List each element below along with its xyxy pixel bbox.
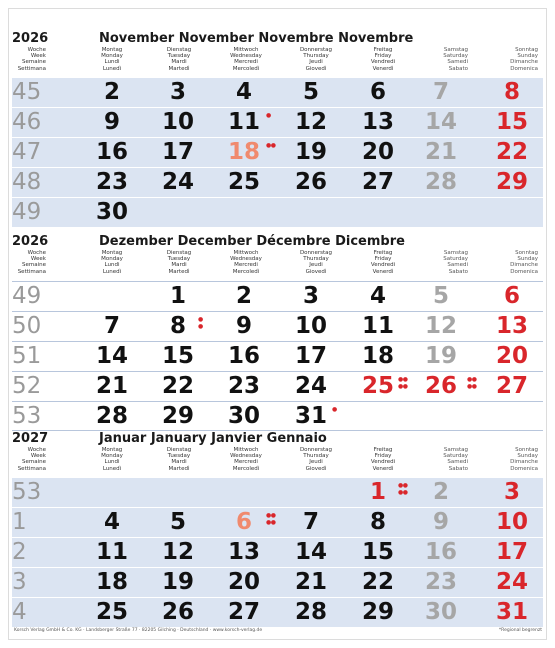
week-number: 2 <box>12 539 27 565</box>
month-title: Januar January Janvier Gennaio <box>99 431 327 446</box>
day-cell-holiday: 1 <box>369 479 386 505</box>
week-row <box>12 401 543 431</box>
label-sunday: Sonntag Sunday Dimanche Domenica <box>510 47 538 72</box>
week-row <box>12 478 543 508</box>
label-monday: Montag Monday Lundi Lunedì <box>101 250 123 275</box>
day-cell-partial-holiday: 18 <box>227 139 260 165</box>
day-cell: 27 <box>495 373 528 399</box>
week-row <box>12 508 543 538</box>
day-cell: 10 <box>294 313 327 339</box>
day-cell: 29 <box>161 403 194 429</box>
day-cell: 18 <box>95 569 128 595</box>
day-cell: 13 <box>495 313 528 339</box>
week-number: 45 <box>12 79 42 105</box>
label-tuesday: Dienstag Tuesday Mardi Martedì <box>166 447 192 472</box>
label-monday: Montag Monday Lundi Lunedì <box>101 47 123 72</box>
day-cell: 11 <box>227 109 260 135</box>
week-row <box>12 138 543 168</box>
day-cell: 18 <box>361 343 394 369</box>
day-cell: 1 <box>169 283 186 309</box>
weekday-labels <box>12 46 543 78</box>
week-number: 48 <box>12 169 42 195</box>
week-row <box>12 311 543 341</box>
day-cell: 26 <box>161 599 194 625</box>
day-cell: 11 <box>361 313 394 339</box>
day-cell-partial-holiday: 6 <box>235 509 252 535</box>
day-cell: 28 <box>95 403 128 429</box>
week-row <box>12 198 543 228</box>
day-cell: 12 <box>424 313 457 339</box>
day-cell: 24 <box>161 169 194 195</box>
day-cell: 2 <box>235 283 252 309</box>
day-cell: 23 <box>95 169 128 195</box>
day-cell: 29 <box>495 169 528 195</box>
day-cell: 5 <box>432 283 449 309</box>
day-cell: 26 <box>294 169 327 195</box>
week-row <box>12 538 543 568</box>
week-row <box>12 598 543 628</box>
day-cell: 20 <box>495 343 528 369</box>
weekday-labels <box>12 446 543 478</box>
day-cell: 22 <box>161 373 194 399</box>
day-cell: 5 <box>169 509 186 535</box>
day-cell: 27 <box>361 169 394 195</box>
label-thursday: Donnerstag Thursday Jeudi Giovedì <box>299 250 333 275</box>
day-cell: 17 <box>294 343 327 369</box>
day-cell: 21 <box>424 139 457 165</box>
day-cell: 30 <box>424 599 457 625</box>
day-cell: 28 <box>294 599 327 625</box>
label-sunday: Sonntag Sunday Dimanche Domenica <box>510 250 538 275</box>
label-saturday: Samstag Saturday Samedi Sabato <box>443 250 468 275</box>
day-cell: 21 <box>95 373 128 399</box>
day-cell: 11 <box>95 539 128 565</box>
label-friday: Freitag Friday Vendredi Venerdì <box>370 447 396 472</box>
day-cell: 20 <box>361 139 394 165</box>
day-cell: 13 <box>227 539 260 565</box>
day-cell: 29 <box>361 599 394 625</box>
day-cell: 19 <box>161 569 194 595</box>
week-number: 49 <box>12 199 42 225</box>
label-thursday: Donnerstag Thursday Jeudi Giovedì <box>299 447 333 472</box>
month-year: 2026 <box>12 31 49 46</box>
week-number: 53 <box>12 403 42 429</box>
day-cell: 10 <box>161 109 194 135</box>
regional-holiday-marker: ● ● <box>198 316 203 330</box>
label-tuesday: Dienstag Tuesday Mardi Martedì <box>166 47 192 72</box>
day-cell: 6 <box>369 79 386 105</box>
day-cell: 7 <box>302 509 319 535</box>
week-row <box>12 341 543 371</box>
day-cell: 31 <box>294 403 327 429</box>
week-number: 49 <box>12 283 42 309</box>
day-cell: 14 <box>95 343 128 369</box>
label-tuesday: Dienstag Tuesday Mardi Martedì <box>166 250 192 275</box>
footnote: *Regional begrenzt <box>498 628 542 633</box>
day-cell: 25 <box>227 169 260 195</box>
month-title: Dezember December Décembre Dicembre <box>99 234 405 249</box>
day-cell: 8 <box>503 79 520 105</box>
label-monday: Montag Monday Lundi Lunedì <box>101 447 123 472</box>
week-number: 47 <box>12 139 42 165</box>
day-cell: 3 <box>302 283 319 309</box>
day-cell: 27 <box>227 599 260 625</box>
label-week: Woche Week Semaine Settimana <box>17 250 46 275</box>
week-row <box>12 281 543 311</box>
day-cell: 2 <box>103 79 120 105</box>
day-cell: 16 <box>227 343 260 369</box>
day-cell-holiday: 26 <box>424 373 457 399</box>
label-wednesday: Mittwoch Wednesday Mercredi Mercoledì <box>230 250 262 275</box>
label-saturday: Samstag Saturday Samedi Sabato <box>443 47 468 72</box>
month-block-december <box>12 233 543 431</box>
label-week: Woche Week Semaine Settimana <box>17 447 46 472</box>
week-row <box>12 371 543 401</box>
day-cell: 8 <box>169 313 186 339</box>
day-cell: 8 <box>369 509 386 535</box>
day-cell: 22 <box>495 139 528 165</box>
day-cell: 15 <box>161 343 194 369</box>
day-cell: 6 <box>503 283 520 309</box>
regional-holiday-marker: ● <box>332 406 337 413</box>
day-cell: 17 <box>495 539 528 565</box>
week-row <box>12 108 543 138</box>
regional-holiday-marker: ●● ●● <box>266 512 276 526</box>
day-cell: 22 <box>361 569 394 595</box>
week-number: 53 <box>12 479 42 505</box>
week-row <box>12 168 543 198</box>
holiday-marker: ●● ●● <box>398 482 408 496</box>
month-year: 2026 <box>12 234 49 249</box>
day-cell: 9 <box>432 509 449 535</box>
day-cell: 14 <box>294 539 327 565</box>
day-cell: 9 <box>103 109 120 135</box>
day-cell: 15 <box>361 539 394 565</box>
day-cell: 16 <box>424 539 457 565</box>
day-cell: 19 <box>424 343 457 369</box>
day-cell: 31 <box>495 599 528 625</box>
day-cell: 7 <box>432 79 449 105</box>
day-cell: 15 <box>495 109 528 135</box>
day-cell: 2 <box>432 479 449 505</box>
label-friday: Freitag Friday Vendredi Venerdì <box>370 250 396 275</box>
label-saturday: Samstag Saturday Samedi Sabato <box>443 447 468 472</box>
regional-holiday-marker: ● <box>266 112 271 119</box>
day-cell: 30 <box>95 199 128 225</box>
day-cell: 21 <box>294 569 327 595</box>
day-cell: 23 <box>227 373 260 399</box>
day-cell: 14 <box>424 109 457 135</box>
day-cell: 19 <box>294 139 327 165</box>
holiday-marker: ●● ●● <box>467 376 477 390</box>
day-cell: 4 <box>103 509 120 535</box>
month-title: November November Novembre Novembre <box>99 31 414 46</box>
day-cell: 16 <box>95 139 128 165</box>
day-cell: 4 <box>369 283 386 309</box>
day-cell: 30 <box>227 403 260 429</box>
week-number: 50 <box>12 313 42 339</box>
week-number: 51 <box>12 343 42 369</box>
day-cell: 12 <box>294 109 327 135</box>
day-cell: 3 <box>503 479 520 505</box>
regional-holiday-marker: ●● <box>266 142 276 149</box>
holiday-marker: ●● ●● <box>398 376 408 390</box>
day-cell: 7 <box>103 313 120 339</box>
day-cell: 23 <box>424 569 457 595</box>
week-number: 52 <box>12 373 42 399</box>
week-row <box>12 568 543 598</box>
label-week: Woche Week Semaine Settimana <box>17 47 46 72</box>
day-cell: 24 <box>495 569 528 595</box>
label-wednesday: Mittwoch Wednesday Mercredi Mercoledì <box>230 47 262 72</box>
week-row <box>12 78 543 108</box>
month-year: 2027 <box>12 431 49 446</box>
day-cell: 10 <box>495 509 528 535</box>
day-cell: 24 <box>294 373 327 399</box>
month-block-november <box>12 30 543 228</box>
day-cell: 4 <box>235 79 252 105</box>
day-cell: 13 <box>361 109 394 135</box>
week-number: 3 <box>12 569 27 595</box>
day-cell: 5 <box>302 79 319 105</box>
week-number: 1 <box>12 509 27 535</box>
day-cell: 17 <box>161 139 194 165</box>
day-cell: 25 <box>95 599 128 625</box>
day-cell: 28 <box>424 169 457 195</box>
label-friday: Freitag Friday Vendredi Venerdì <box>370 47 396 72</box>
week-number: 46 <box>12 109 42 135</box>
footer <box>14 628 542 633</box>
label-thursday: Donnerstag Thursday Jeudi Giovedì <box>299 47 333 72</box>
day-cell: 9 <box>235 313 252 339</box>
day-cell: 3 <box>169 79 186 105</box>
month-block-january <box>12 430 543 628</box>
day-cell: 20 <box>227 569 260 595</box>
weekday-labels <box>12 249 543 281</box>
day-cell: 12 <box>161 539 194 565</box>
week-number: 4 <box>12 599 27 625</box>
label-sunday: Sonntag Sunday Dimanche Domenica <box>510 447 538 472</box>
publisher-imprint: Korsch Verlag GmbH & Co. KG · Landsberger Straße 77 · 82205 Gilching · Deutschland · www.korsch-verlag.de <box>14 628 263 633</box>
label-wednesday: Mittwoch Wednesday Mercredi Mercoledì <box>230 447 262 472</box>
day-cell-holiday: 25 <box>361 373 394 399</box>
